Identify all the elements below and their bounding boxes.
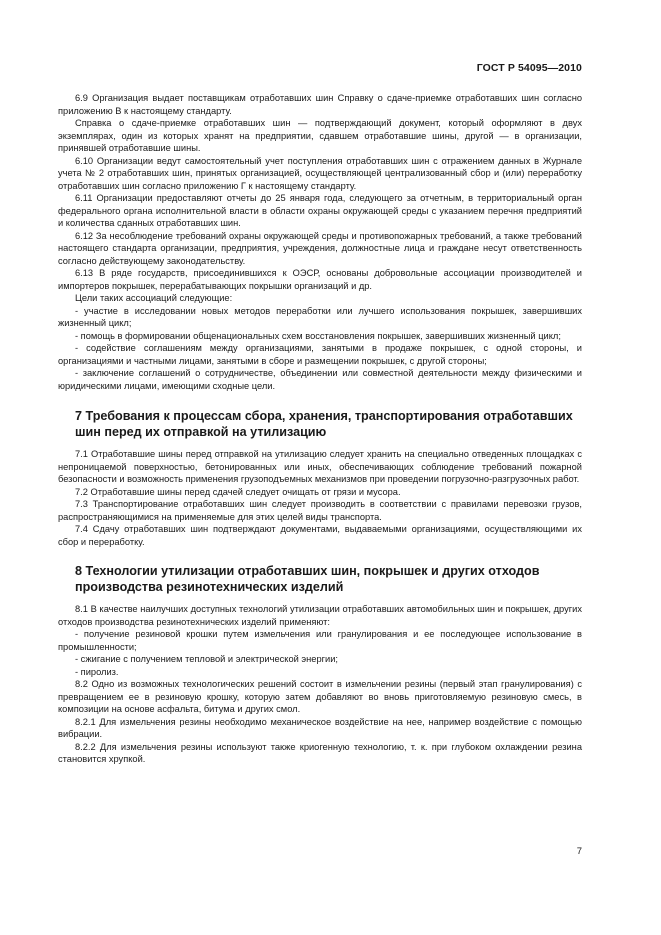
- list-item: - заключение соглашений о сотрудничестве, объединении или совместной деятельности между физическими и юридическими лицами, имеющими сходные цели.: [58, 368, 582, 391]
- paragraph-7-4: 7.4 Сдачу отработавших шин подтверждают документами, выдаваемыми организациями, осуществляющими их сбор и переработку.: [58, 524, 582, 547]
- list-item: - участие в исследовании новых методов переработки или лучшего использования покрышек, завершивших жизненный цикл;: [58, 305, 582, 328]
- list-item: - получение резиновой крошки путем измельчения или гранулирования и ее последующее использование в промышленности;: [58, 629, 582, 652]
- paragraph-7-2: 7.2 Отработавшие шины перед сдачей следует очищать от грязи и мусора.: [75, 486, 401, 497]
- document-body: [58, 92, 582, 766]
- document-page: [58, 0, 582, 935]
- section-7-heading: 7 Требования к процессам сбора, хранения, транспортирования отработавших шин перед их отправкой на утилизацию: [75, 409, 573, 439]
- page-number: 7: [576, 846, 582, 857]
- paragraph-7-1: 7.1 Отработавшие шины перед отправкой на утилизацию следует хранить на специально отведенных площадках с непроницаемой поверхностью, бетонированных или иных, обеспечивающих соблюдение требований пожарной безопасности и возможность применения грузоподъемных механизмов при проведении погрузочно-разгрузочных работ.: [58, 449, 582, 484]
- standard-header: ГОСТ Р 54095—2010: [476, 62, 582, 74]
- paragraph-8-2-1: 8.2.1 Для измельчения резины необходимо механическое воздействие на нее, например воздействие с помощью вибрации.: [58, 716, 582, 739]
- paragraph-8-2: 8.2 Одно из возможных технологических решений состоит в измельчении резины (первый этап гранулирования) с превращением ее в резиновую крошку, которую затем добавляют во вновь приготовляемую резиновую смесь, в композиции на основе асфальта, битума и других смол.: [58, 679, 582, 714]
- paragraph-8-1: 8.1 В качестве наилучших доступных технологий утилизации отработавших автомобильных шин и покрышек, других отходов производства резинотехнических изделий применяют:: [58, 604, 582, 627]
- paragraph-6-12: 6.12 За несоблюдение требований охраны окружающей среды и противопожарных требований, а также требований настоящего стандарта организации, предприятия, учреждения, должностные лица и граждане несут ответственность согласно действующему законодательству.: [58, 230, 582, 266]
- list-item: - пиролиз.: [75, 666, 119, 677]
- section-8-heading: 8 Технологии утилизации отработавших шин, покрышек и других отходов производства резинотехнических изделий: [75, 564, 540, 594]
- paragraph-7-3: 7.3 Транспортирование отработавших шин следует производить в соответствии с правилами перевозки грузов, распространяющимися на применяемые для этих целей виды транспорта.: [58, 499, 582, 522]
- paragraph-6-11: 6.11 Организации предоставляют отчеты до 25 января года, следующего за отчетным, в территориальный орган федерального органа исполнительной власти в области охраны окружающей среды с указанием перечня предприятий и количества сданных отработавших шин.: [58, 193, 582, 228]
- list-item: - помощь в формировании общенациональных схем восстановления покрышек, завершивших жизненный цикл;: [75, 330, 561, 341]
- paragraph-goals-intro: Цели таких ассоциаций следующие:: [75, 293, 233, 303]
- paragraph-8-2-2: 8.2.2 Для измельчения резины используют также криогенную технологию, т. к. при глубоком охлаждении резина становится хрупкой.: [58, 741, 582, 764]
- paragraph-6-10: 6.10 Организации ведут самостоятельный учет поступления отработавших шин с отражением данных в Журнале учета № 2 отработавших шин, принятых организацией, осуществляющей централизованный сбор и (или) переработку отработавших шин согласно приложению Г к настоящему стандарту.: [58, 155, 582, 191]
- list-item: - содействие соглашениям между организациями, занятыми в продаже покрышек, с одной стороны, и организациями и частными лицами, занятыми в сборе и размещении покрышек, с другой стороны;: [58, 343, 582, 366]
- paragraph-6-9: 6.9 Организация выдает поставщикам отработавших шин Справку о сдаче-приемке отработавших шин согласно приложению В к настоящему стандарту.: [58, 93, 582, 116]
- paragraph-certificate: Справка о сдаче-приемке отработавших шин — подтверждающий документ, который оформляют в двух экземплярах, один из которых хранят на предприятии, сдавшем отработавшие шины, другой — в организации, принявшей отработавшие шины.: [58, 118, 582, 153]
- paragraph-6-13: 6.13 В ряде государств, присоединившихся к ОЭСР, основаны добровольные ассоциации производителей и импортеров покрышек, перерабатывающих покрышки организаций и др.: [58, 268, 582, 291]
- list-item: - сжигание с получением тепловой и электрической энергии;: [75, 654, 338, 664]
